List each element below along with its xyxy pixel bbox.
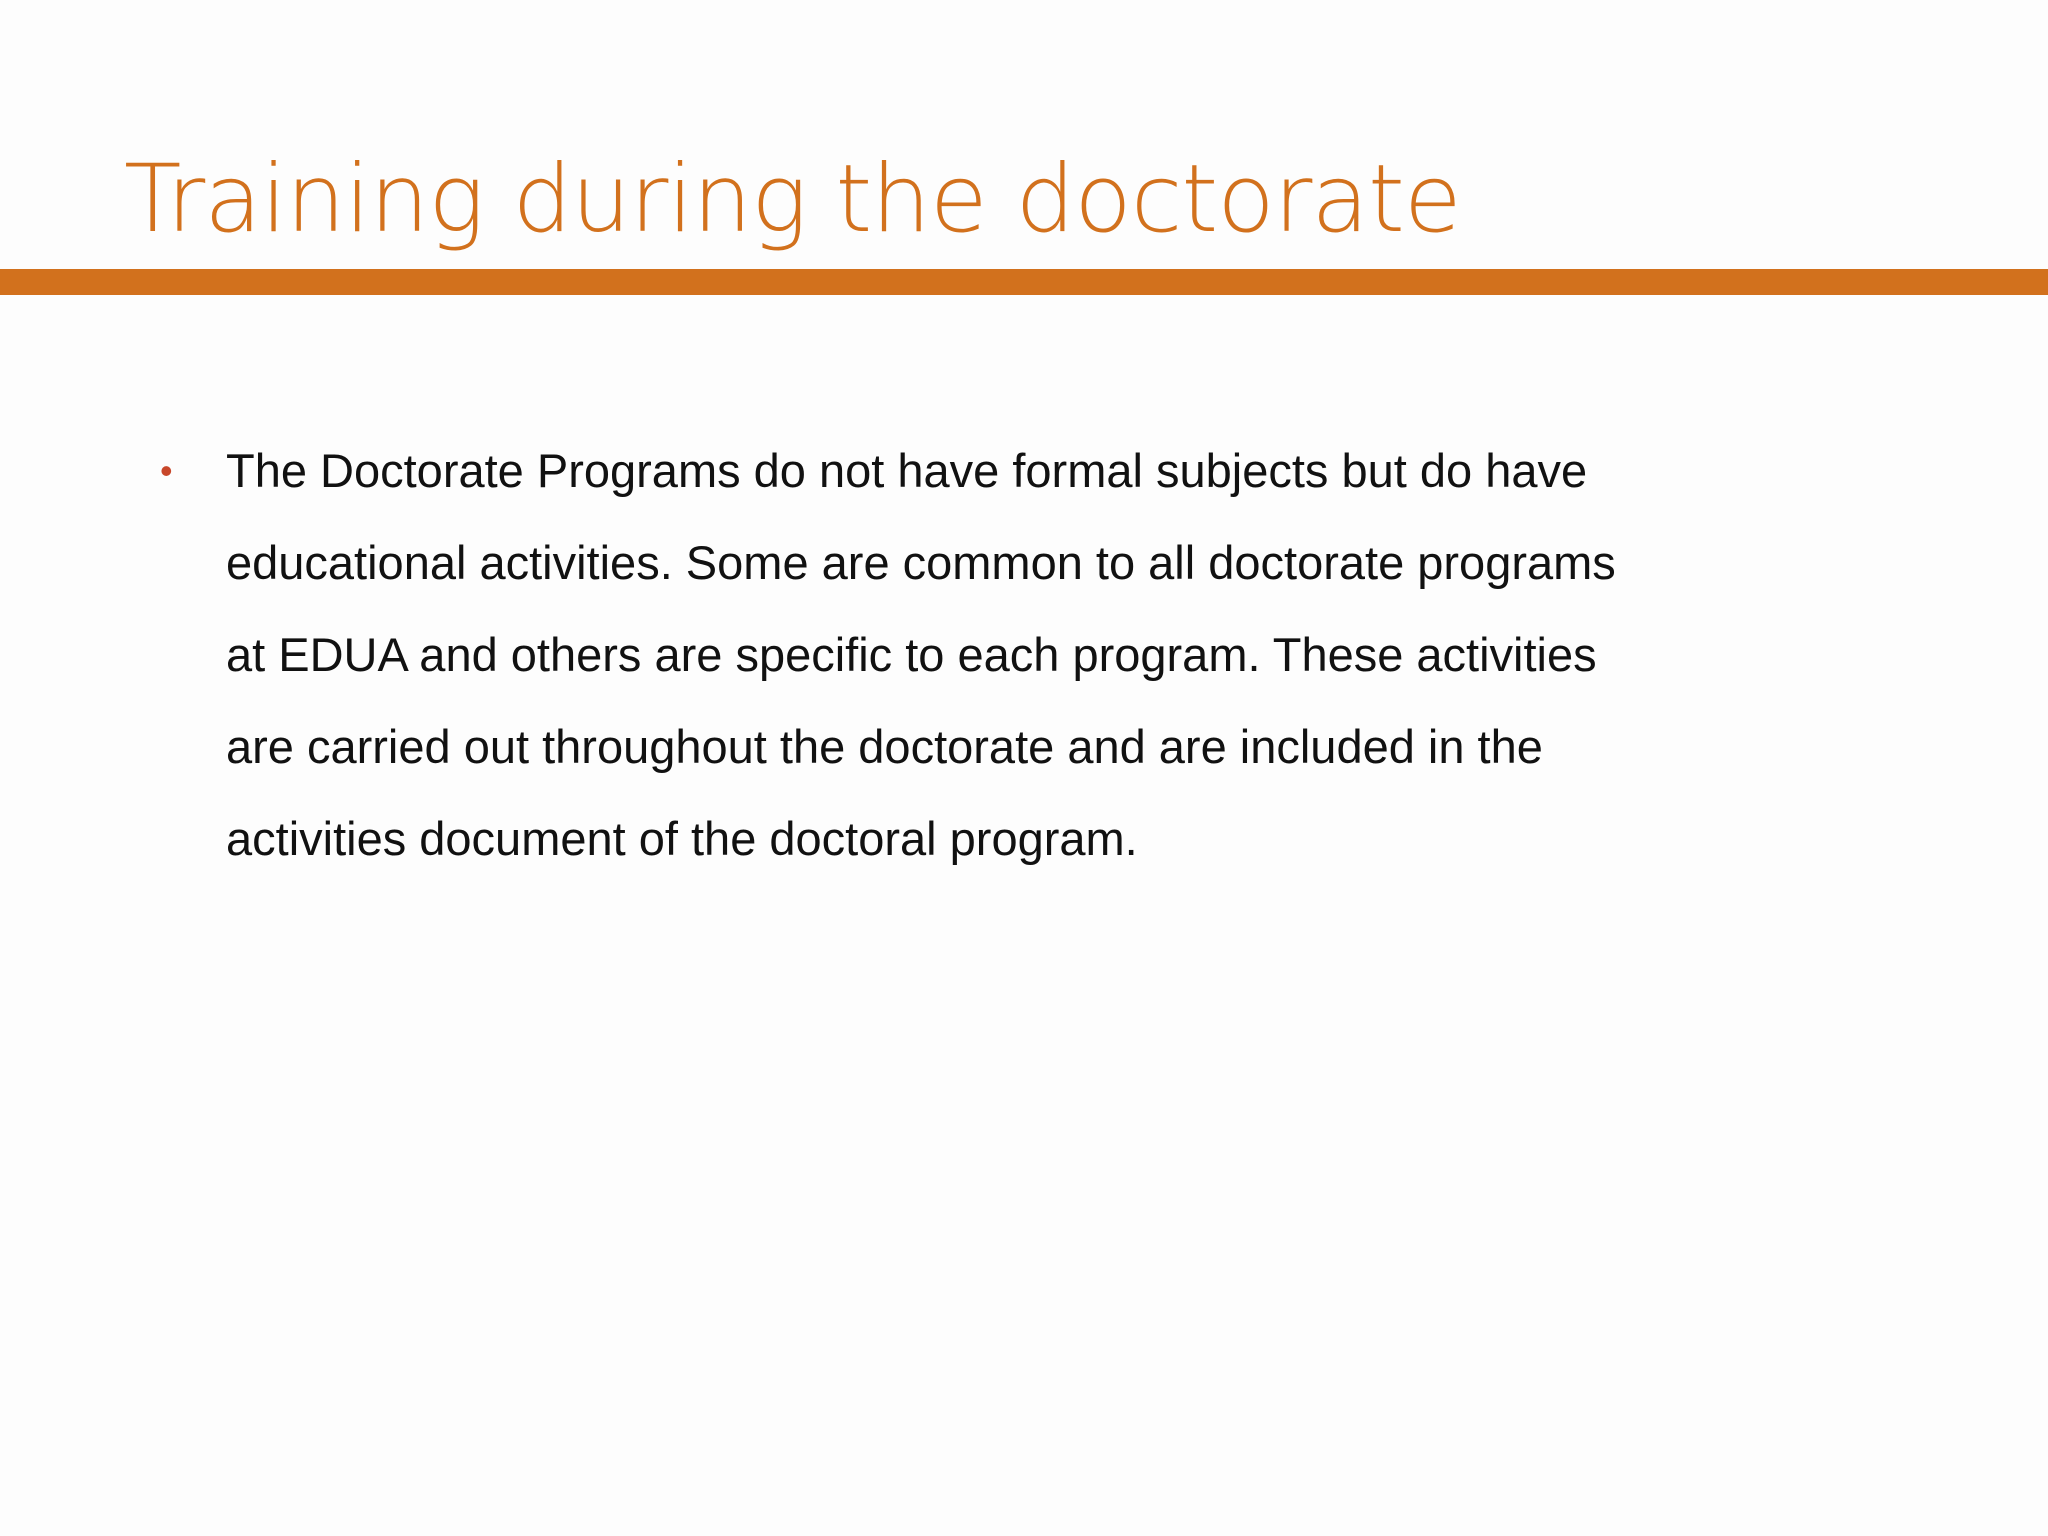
slide-title: Training during the doctorate bbox=[124, 145, 1461, 254]
title-underline-bar bbox=[0, 269, 2048, 295]
bullet-item bbox=[160, 425, 1630, 885]
bullet-list bbox=[160, 425, 1630, 885]
bullet-marker: • bbox=[160, 450, 173, 491]
bullet-text: The Doctorate Programs do not have formal subjects but do have educational activities. Some are common to all doctorate programs at EDUA and others are specific to each program. These activities are carried out throughout the doctorate and are included in the activities document of the doctoral program. bbox=[226, 444, 1616, 865]
